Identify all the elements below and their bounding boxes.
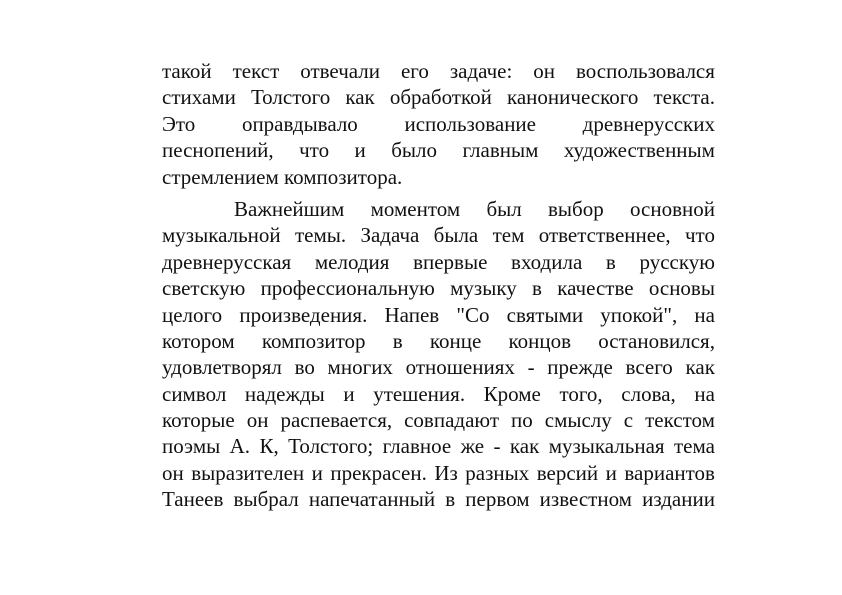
word: символ: [162, 381, 227, 406]
word: Толстого: [250, 85, 331, 110]
word: разных: [465, 460, 530, 485]
word: его: [400, 59, 429, 83]
word: по: [511, 408, 533, 433]
word: мелодия: [314, 249, 390, 274]
word: Это: [162, 111, 196, 136]
paragraph-1: [162, 58, 715, 190]
text-line: [162, 275, 715, 301]
word: впервые: [413, 249, 488, 274]
text-line: [162, 84, 715, 110]
word: тем: [492, 223, 525, 248]
word: использование: [404, 111, 536, 136]
text-line: [162, 460, 715, 486]
word: котором: [162, 328, 235, 353]
word: задаче:: [449, 59, 513, 83]
word: композитор: [261, 328, 366, 353]
word: версий: [536, 460, 599, 485]
word: входила: [511, 249, 583, 274]
word: утешения.: [373, 381, 466, 406]
word: распевается,: [280, 408, 393, 433]
word: отвечали: [300, 59, 381, 83]
word: было: [391, 138, 438, 163]
text-line: [162, 58, 715, 84]
word: -: [527, 355, 535, 380]
word: издании: [642, 487, 715, 512]
word: такой: [162, 59, 212, 83]
word: воспользовался: [576, 59, 715, 83]
word: песнопений,: [162, 138, 274, 163]
word: как: [509, 434, 540, 459]
word: выбор: [548, 196, 604, 221]
text-line: [162, 354, 715, 380]
word: оправдывало: [241, 111, 358, 136]
word: выразителен: [191, 460, 305, 485]
word: светскую: [162, 276, 246, 301]
text-line: [162, 433, 715, 459]
word: целого: [162, 302, 223, 327]
word: святыми: [506, 302, 584, 327]
word: прежде: [547, 355, 613, 380]
word: он: [162, 460, 184, 485]
text-line: [162, 137, 715, 163]
word: выбрал: [233, 487, 299, 512]
word: на: [694, 302, 715, 327]
word: слова,: [621, 381, 676, 406]
word: первом: [465, 487, 530, 512]
word: вариантов: [624, 460, 715, 485]
word: на: [694, 381, 715, 406]
word: надежды: [244, 381, 325, 406]
word: -: [493, 434, 501, 459]
word: ответственнее,: [538, 223, 671, 248]
word: прекрасен.: [330, 460, 427, 485]
text-line: [162, 302, 715, 328]
word: произведения.: [239, 302, 368, 327]
body-text: [162, 58, 715, 513]
word: что: [684, 223, 715, 248]
word: Важнейшим: [234, 196, 345, 221]
word: русскую: [639, 249, 715, 274]
paragraph-2: [162, 196, 715, 513]
word: моментом: [370, 196, 461, 221]
word: основы: [648, 276, 715, 301]
word: напечатанный: [308, 487, 436, 512]
word: во: [294, 355, 315, 380]
word: в: [605, 249, 616, 274]
text-line: стремлением композитора.: [162, 164, 403, 189]
word: Толстого;: [288, 434, 374, 459]
word: в: [392, 328, 403, 353]
word: всего: [625, 355, 673, 380]
word: древнерусская: [162, 249, 292, 274]
word: была: [433, 223, 479, 248]
word: многих: [327, 355, 393, 380]
word: К,: [259, 434, 279, 459]
text-line: [162, 407, 715, 433]
word: текст: [232, 59, 280, 83]
word: музыку: [450, 276, 517, 301]
word: совпадают: [404, 408, 499, 433]
word: основной: [630, 196, 715, 221]
word: Напев: [384, 302, 440, 327]
text-line: [162, 222, 715, 248]
word: "Со: [456, 302, 490, 327]
word: с: [623, 408, 634, 433]
word: тема: [673, 434, 715, 459]
text-line: [162, 486, 715, 512]
text-line: [162, 381, 715, 407]
word: удовлетворял: [162, 355, 282, 380]
word: поэмы: [162, 434, 221, 459]
word: канонического: [506, 85, 639, 110]
word: темы.: [294, 223, 347, 248]
word: что: [299, 138, 330, 163]
word: главным: [462, 138, 539, 163]
word: древнерусских: [582, 111, 715, 136]
word: качестве: [557, 276, 634, 301]
word: упокой",: [600, 302, 678, 327]
word: текста.: [653, 85, 715, 110]
word: и: [343, 381, 355, 406]
word: А.: [229, 434, 251, 459]
text-line: [162, 249, 715, 275]
word: главное: [382, 434, 452, 459]
word: Задача: [360, 223, 420, 248]
word: обработкой: [389, 85, 492, 110]
word: музыкальная: [548, 434, 665, 459]
text-line: [162, 328, 715, 354]
word: Танеев: [162, 487, 224, 512]
word: которые: [162, 408, 235, 433]
word: как: [685, 355, 715, 380]
word: и: [354, 138, 366, 163]
word: известном: [539, 487, 632, 512]
word: Кроме: [483, 381, 541, 406]
word: стихами: [162, 85, 236, 110]
word: в: [532, 276, 542, 301]
word: он: [533, 59, 556, 83]
word: текстом: [645, 408, 715, 433]
word: был: [486, 196, 522, 221]
word: профессиональную: [260, 276, 435, 301]
word: и: [605, 460, 617, 485]
word: он: [246, 408, 269, 433]
word: музыкальной: [162, 223, 281, 248]
word: как: [345, 85, 375, 110]
text-line: [162, 196, 715, 222]
word: смыслу: [544, 408, 612, 433]
word: отношениях: [405, 355, 515, 380]
word: же: [460, 434, 485, 459]
text-line: [162, 111, 715, 137]
word: конце: [429, 328, 482, 353]
word: и: [311, 460, 323, 485]
word: Из: [434, 460, 458, 485]
word: художественным: [563, 138, 715, 163]
word: концов: [508, 328, 572, 353]
word: в: [445, 487, 456, 512]
word: остановился,: [598, 328, 715, 353]
word: того,: [559, 381, 603, 406]
